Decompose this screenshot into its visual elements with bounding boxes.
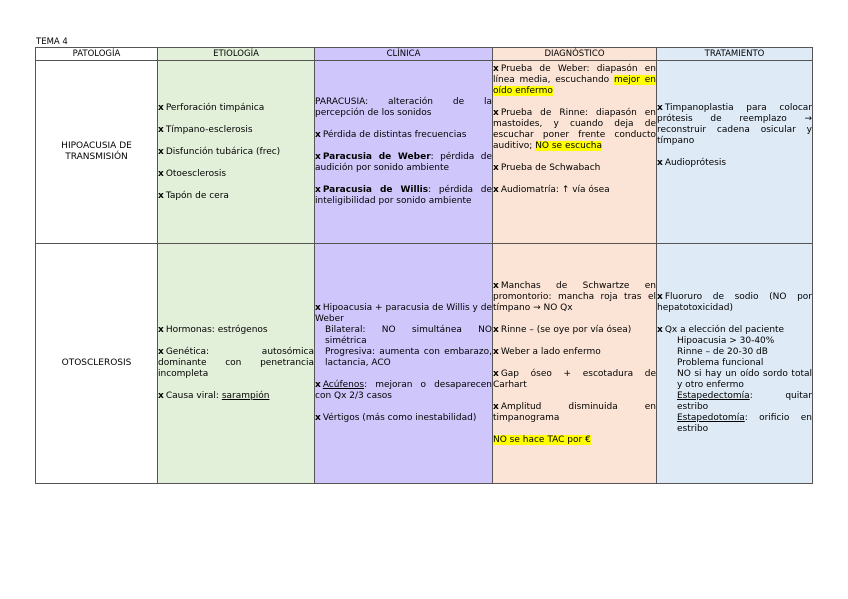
header-tratamiento: TRATAMIENTO: [657, 48, 813, 61]
item-text: Weber a lado enfermo: [500, 347, 601, 357]
item-text: Audioprótesis: [664, 158, 727, 168]
list-item: [315, 303, 492, 325]
item-text: Audiomatría: ↑ vía ósea: [500, 185, 610, 195]
list-item: [657, 292, 812, 314]
item-text: Prueba de Schwabach: [500, 163, 601, 173]
cell-diagnostico: [493, 61, 657, 244]
bullet-x-icon: x: [315, 303, 321, 313]
bullet-x-icon: x: [493, 281, 499, 291]
bullet-x-icon: x: [493, 325, 499, 335]
underlined-text: Estapedectomía: [677, 391, 750, 401]
sub-item: [657, 413, 812, 435]
list-item: [657, 103, 812, 147]
header-clinica: CLÍNICA: [315, 48, 493, 61]
sub-item: NO si hay un oído sordo total y otro enfermo: [677, 369, 812, 390]
underlined-text: Acúfenos: [322, 380, 365, 390]
item-text: : pérdida de audición por sonido ambiente: [315, 152, 492, 173]
header-diagnostico: DIAGNÓSTICO: [493, 48, 657, 61]
item-text: Causa viral:: [165, 391, 222, 401]
list-item: [158, 347, 314, 380]
list-item: [315, 152, 492, 174]
item-text: Hormonas: estrógenos: [165, 325, 268, 335]
cell-diagnostico: [493, 244, 657, 484]
item-bold: Paracusia de Willis: [322, 185, 429, 195]
list-item: [158, 125, 314, 136]
bullet-x-icon: x: [158, 391, 164, 401]
cell-patologia: OTOSCLEROSIS: [36, 244, 158, 484]
highlight-text: mejor en oído enfermo: [493, 75, 656, 96]
list-item: [158, 103, 314, 114]
list-item: [493, 64, 656, 97]
bullet-x-icon: x: [657, 103, 663, 113]
header-patologia: PATOLOGÍA: [36, 48, 158, 61]
list-item: [493, 163, 656, 174]
list-item: PARACUSIA: alteración de la percepción de los sonidos: [315, 97, 492, 118]
bullet-x-icon: x: [315, 185, 321, 195]
cell-clinica: [315, 61, 493, 244]
list-item: [657, 158, 812, 169]
list-item: [315, 380, 492, 402]
list-item: [493, 325, 656, 336]
bullet-x-icon: x: [158, 190, 164, 201]
sub-item: Progresiva: aumenta con embarazo, lactancia, ACO: [325, 347, 492, 368]
cell-etiologia: [158, 61, 315, 244]
highlight-text: NO se hace TAC por €: [493, 435, 591, 445]
table-row-hipoacusia: [36, 61, 813, 244]
cell-tratamiento: [657, 244, 813, 484]
item-text: Disfunción tubárica (frec): [165, 146, 281, 157]
list-item: [158, 191, 314, 202]
sub-item: Rinne – de 20-30 dB: [677, 347, 768, 357]
sub-item: Bilateral: NO simultánea NO simétrica: [325, 325, 492, 346]
item-text: Amplitud disminuida en timpanograma: [493, 402, 656, 423]
tema-label: TEMA 4: [36, 37, 68, 47]
bullet-x-icon: x: [657, 325, 663, 335]
highlight-text: NO se escucha: [535, 141, 602, 151]
header-row: [36, 48, 813, 61]
list-item: [158, 169, 314, 180]
list-item: [158, 147, 314, 158]
item-text: Fluoruro de sodio (NO por hepatotoxicidad): [657, 292, 812, 313]
cell-etiologia: [158, 244, 315, 484]
list-item: [493, 347, 656, 358]
list-item: [158, 325, 314, 336]
patologia-line: HIPOACUSIA DE: [61, 141, 132, 151]
bullet-x-icon: x: [158, 102, 164, 113]
item-text: : orificio en estribo: [677, 413, 812, 434]
list-item: [315, 413, 492, 424]
item-text: : pérdida de inteligibilidad por sonido ambiente: [315, 185, 492, 206]
item-text: Manchas de Schwartze en promontorio: mancha roja tras el tímpano → NO Qx: [493, 281, 656, 313]
item-text: : quitar estribo: [677, 391, 812, 412]
item-text: Pérdida de distintas frecuencias: [322, 130, 467, 140]
item-text: Prueba de Rinne: diapasón en mastoides, y cuando deja de escuchar poner frente conducto auditivo;: [493, 108, 656, 151]
item-text: Qx a elección del paciente: [664, 325, 785, 335]
item-text: Perforación timpánica: [165, 102, 265, 113]
underlined-text: Estapedotomía: [677, 413, 745, 423]
item-text: Otoesclerosis: [165, 168, 227, 179]
sub-item: Hipoacusia > 30-40%: [677, 336, 775, 346]
pathology-table: [35, 47, 813, 484]
list-item: [315, 130, 492, 141]
item-text: : mejoran o desaparecen con Qx 2/3 casos: [315, 380, 492, 401]
item-bold: Paracusia de Weber: [322, 152, 431, 162]
item-text: Rinne – (se oye por vía ósea): [500, 325, 632, 335]
bullet-x-icon: x: [493, 402, 499, 412]
bullet-x-icon: x: [158, 325, 164, 335]
cell-tratamiento: [657, 61, 813, 244]
table-row-otosclerosis: [36, 244, 813, 484]
list-item: [493, 108, 656, 152]
list-item: [493, 281, 656, 314]
bullet-x-icon: x: [493, 163, 499, 173]
item-text: Genética: autosómica dominante con penetrancia incompleta: [158, 347, 314, 379]
bullet-x-icon: x: [493, 185, 499, 195]
bullet-x-icon: x: [493, 64, 499, 74]
bullet-x-icon: x: [493, 108, 499, 118]
bullet-x-icon: x: [158, 347, 164, 357]
item-text: Gap óseo + escotadura de Carhart: [493, 369, 656, 390]
patologia-line: TRANSMISIÓN: [65, 152, 128, 162]
item-text: Tímpano-esclerosis: [165, 124, 253, 135]
bullet-x-icon: x: [657, 158, 663, 168]
sub-item: [657, 391, 812, 413]
list-item: [493, 435, 656, 446]
sub-item: Problema funcional: [677, 358, 764, 368]
bullet-x-icon: x: [158, 168, 164, 179]
cell-clinica: [315, 244, 493, 484]
item-text: Timpanoplastia para colocar prótesis de reemplazo → reconstruir cadena osicular y tímpano: [657, 103, 812, 146]
item-text: Tapón de cera: [165, 190, 229, 201]
list-item: [315, 185, 492, 207]
bullet-x-icon: x: [315, 380, 321, 390]
header-etiologia: ETIOLOGÍA: [158, 48, 315, 61]
bullet-x-icon: x: [158, 124, 164, 135]
list-item: [493, 369, 656, 391]
list-item: [493, 185, 656, 196]
list-item: [493, 402, 656, 424]
bullet-x-icon: x: [657, 292, 663, 302]
bullet-x-icon: x: [158, 146, 164, 157]
underlined-text: sarampión: [221, 391, 270, 401]
bullet-x-icon: x: [493, 347, 499, 357]
list-item: [657, 325, 812, 336]
bullet-x-icon: x: [315, 413, 321, 423]
list-item: [158, 391, 314, 402]
item-text: Vértigos (más como inestabilidad): [322, 413, 477, 423]
bullet-x-icon: x: [493, 369, 499, 379]
cell-patologia: [36, 61, 158, 244]
item-text: Prueba de Weber: diapasón en línea media, escuchando: [493, 64, 656, 85]
bullet-x-icon: x: [315, 130, 321, 140]
item-text: Hipoacusia + paracusia de Willis y de Weber: [315, 303, 492, 324]
bullet-x-icon: x: [315, 152, 321, 162]
